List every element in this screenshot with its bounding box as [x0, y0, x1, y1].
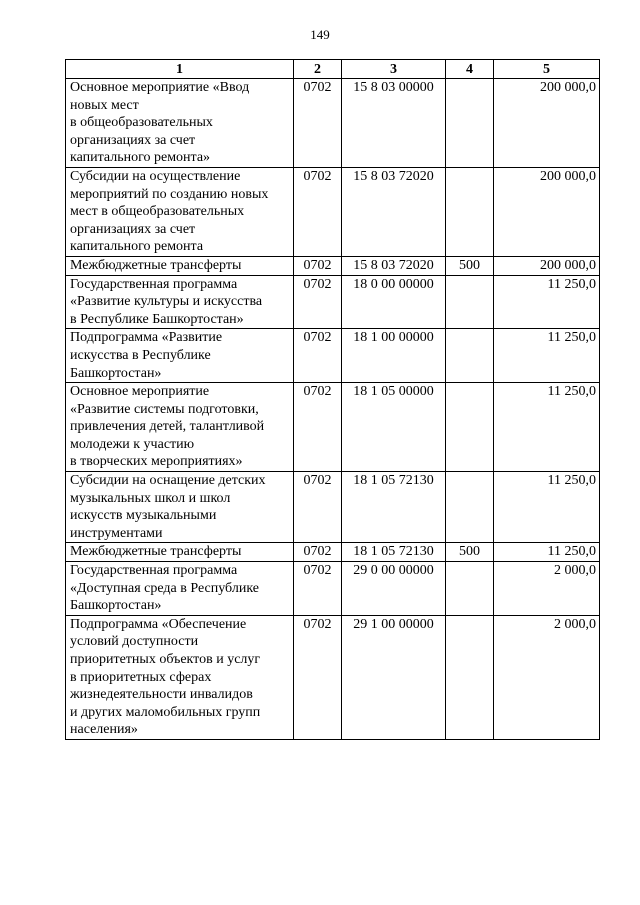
expense-type-cell	[446, 167, 494, 256]
table-row	[66, 562, 600, 616]
table-row	[66, 256, 600, 275]
item-name-line: Основное мероприятие «Ввод	[70, 80, 250, 95]
table-body	[66, 79, 600, 740]
header-col-2: 2	[294, 60, 342, 79]
header-col-5: 5	[494, 60, 600, 79]
amount-cell: 11 250,0	[494, 275, 600, 329]
item-name-cell	[66, 615, 294, 739]
expense-type-cell	[446, 472, 494, 543]
header-col-4: 4	[446, 60, 494, 79]
header-row	[66, 60, 600, 79]
item-name-line: Основное мероприятие	[70, 384, 210, 400]
amount-cell: 200 000,0	[494, 79, 600, 168]
target-code-cell: 18 1 05 00000	[342, 383, 446, 472]
item-name-cell	[66, 383, 294, 472]
item-name-line: привлечения детей, талантливой	[70, 419, 265, 435]
item-name-line: Субсидии на осуществление	[70, 168, 241, 184]
item-name-line: капитального ремонта»	[70, 150, 211, 166]
item-name-line: музыкальных школ и школ	[70, 490, 231, 506]
section-code-cell: 0702	[294, 329, 342, 383]
item-name-cell	[66, 275, 294, 329]
item-name-cell	[66, 329, 294, 383]
table-row	[66, 543, 600, 562]
table-row	[66, 329, 600, 383]
target-code-cell: 18 1 05 72130	[342, 543, 446, 562]
item-name-line: в приоритетных сферах	[70, 669, 212, 685]
section-code-cell: 0702	[294, 562, 342, 616]
section-code-cell: 0702	[294, 275, 342, 329]
item-name-line: Межбюджетные трансферты	[70, 257, 242, 273]
expense-type-cell	[446, 383, 494, 472]
item-name-line: организациях за счет	[70, 221, 196, 237]
item-name-line: капитального ремонта	[70, 239, 204, 255]
item-name-line: в общеобразовательных	[70, 115, 213, 131]
section-code-cell: 0702	[294, 543, 342, 562]
section-code-cell: 0702	[294, 383, 342, 472]
item-name-cell	[66, 472, 294, 543]
item-name-cell	[66, 543, 294, 562]
item-name-cell	[66, 256, 294, 275]
table-row	[66, 383, 600, 472]
header-col-3: 3	[342, 60, 446, 79]
target-code-cell: 18 1 00 00000	[342, 329, 446, 383]
item-name-line: Межбюджетные трансферты	[70, 544, 242, 560]
item-name-line: населения»	[70, 722, 138, 738]
expense-type-cell: 500	[446, 543, 494, 562]
item-name-line: в творческих мероприятиях»	[70, 454, 243, 470]
table-row	[66, 275, 600, 329]
section-code-cell: 0702	[294, 79, 342, 168]
target-code-cell: 29 0 00 00000	[342, 562, 446, 616]
target-code-cell: 15 8 03 00000	[342, 79, 446, 168]
item-name-line: искусства в Республике	[70, 347, 211, 363]
table-row	[66, 167, 600, 256]
item-name-line: мест в общеобразовательных	[70, 204, 245, 220]
item-name-line: приоритетных объектов и услуг	[70, 652, 261, 667]
amount-cell: 200 000,0	[494, 167, 600, 256]
item-name-line: «Доступная среда в Республике	[70, 580, 259, 596]
section-code-cell: 0702	[294, 167, 342, 256]
amount-cell: 200 000,0	[494, 256, 600, 275]
item-name-line: мероприятий по созданию новых	[70, 186, 269, 202]
amount-cell: 11 250,0	[494, 543, 600, 562]
item-name-line: Подпрограмма «Обеспечение	[70, 616, 247, 632]
item-name-line: «Развитие культуры и искусства	[70, 294, 263, 310]
item-name-line: Башкортостан»	[70, 598, 162, 614]
target-code-cell: 15 8 03 72020	[342, 256, 446, 275]
amount-cell: 2 000,0	[494, 615, 600, 739]
header-col-1: 1	[66, 60, 294, 79]
target-code-cell: 15 8 03 72020	[342, 167, 446, 256]
item-name-line: условий доступности	[70, 634, 199, 650]
section-code-cell: 0702	[294, 615, 342, 739]
item-name-line: в Республике Башкортостан»	[70, 311, 244, 327]
expense-type-cell	[446, 275, 494, 329]
item-name-line: искусств музыкальными	[70, 508, 217, 524]
expense-type-cell	[446, 329, 494, 383]
table-row	[66, 615, 600, 739]
item-name-line: организациях за счет	[70, 132, 196, 148]
expense-type-cell	[446, 615, 494, 739]
item-name-line: Субсидии на оснащение детских	[70, 473, 266, 489]
target-code-cell: 18 0 00 00000	[342, 275, 446, 329]
amount-cell: 11 250,0	[494, 472, 600, 543]
amount-cell: 11 250,0	[494, 383, 600, 472]
item-name-line: жизнедеятельности инвалидов	[70, 687, 253, 703]
expense-type-cell	[446, 562, 494, 616]
page-number: 149	[310, 27, 330, 42]
item-name-line: Государственная программа	[70, 563, 238, 579]
table-row	[66, 472, 600, 543]
item-name-line: Государственная программа	[70, 276, 238, 292]
expense-type-cell: 500	[446, 256, 494, 275]
target-code-cell: 18 1 05 72130	[342, 472, 446, 543]
item-name-line: Башкортостан»	[70, 365, 162, 381]
item-name-line: и других маломобильных групп	[70, 704, 261, 720]
item-name-line: инструментами	[70, 525, 163, 541]
budget-table	[65, 59, 600, 740]
target-code-cell: 29 1 00 00000	[342, 615, 446, 739]
item-name-cell	[66, 562, 294, 616]
section-code-cell: 0702	[294, 472, 342, 543]
item-name-cell	[66, 79, 294, 168]
amount-cell: 11 250,0	[494, 329, 600, 383]
item-name-line: «Развитие системы подготовки,	[70, 401, 259, 417]
expense-type-cell	[446, 79, 494, 168]
amount-cell: 2 000,0	[494, 562, 600, 616]
item-name-line: новых мест	[70, 97, 139, 113]
item-name-line: молодежи к участию	[70, 436, 195, 452]
item-name-line: Подпрограмма «Развитие	[70, 330, 223, 346]
section-code-cell: 0702	[294, 256, 342, 275]
item-name-cell	[66, 167, 294, 256]
table-row	[66, 79, 600, 168]
